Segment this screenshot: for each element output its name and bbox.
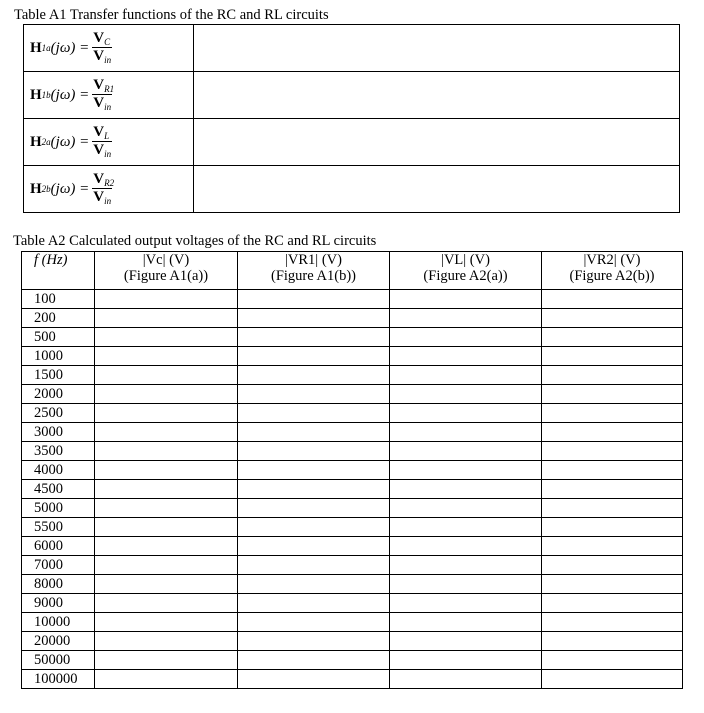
frequency-cell: 1000 <box>22 347 95 366</box>
vc-value-cell[interactable] <box>95 613 238 632</box>
vl-value-cell[interactable] <box>390 442 542 461</box>
vr2-value-cell[interactable] <box>542 404 683 423</box>
vc-value-cell[interactable] <box>95 309 238 328</box>
vr2-value-cell[interactable] <box>542 461 683 480</box>
vl-value-cell[interactable] <box>390 594 542 613</box>
vr1-value-cell[interactable] <box>238 309 390 328</box>
vc-value-cell[interactable] <box>95 347 238 366</box>
frequency-cell: 3500 <box>22 442 95 461</box>
vr2-value-cell[interactable] <box>542 366 683 385</box>
vr1-value-cell[interactable] <box>238 575 390 594</box>
vr2-value-cell[interactable] <box>542 385 683 404</box>
vr2-value-cell[interactable] <box>542 290 683 309</box>
vr1-value-cell[interactable] <box>238 290 390 309</box>
vl-value-cell[interactable] <box>390 347 542 366</box>
table-row <box>22 537 683 556</box>
vl-value-cell[interactable] <box>390 480 542 499</box>
vr1-value-cell[interactable] <box>238 499 390 518</box>
table-row <box>22 328 683 347</box>
header-row <box>22 252 683 290</box>
vr2-value-cell[interactable] <box>542 556 683 575</box>
vr2-value-cell[interactable] <box>542 499 683 518</box>
vl-value-cell[interactable] <box>390 613 542 632</box>
vr2-value-cell[interactable] <box>542 423 683 442</box>
frequency-cell: 2000 <box>22 385 95 404</box>
vr1-value-cell[interactable] <box>238 480 390 499</box>
vr1-value-cell[interactable] <box>238 366 390 385</box>
table-row <box>22 670 683 689</box>
transfer-function-value-cell[interactable] <box>194 166 680 213</box>
transfer-function-value-cell[interactable] <box>194 72 680 119</box>
vr1-value-cell[interactable] <box>238 442 390 461</box>
vc-value-cell[interactable] <box>95 290 238 309</box>
frequency-cell: 20000 <box>22 632 95 651</box>
vr2-value-cell[interactable] <box>542 613 683 632</box>
table-row <box>22 556 683 575</box>
transfer-function-value-cell[interactable] <box>194 119 680 166</box>
frequency-cell: 10000 <box>22 613 95 632</box>
vc-value-cell[interactable] <box>95 556 238 575</box>
vr2-value-cell[interactable] <box>542 594 683 613</box>
vr1-value-cell[interactable] <box>238 651 390 670</box>
table-row <box>22 385 683 404</box>
header-vr1: |VR1| (V) (Figure A1(b)) <box>238 252 390 290</box>
transfer-function-formula: H 1b (jω) = $\frac{V_{R1}}{V_{in}}$ <box>24 72 194 119</box>
header-vl: |VL| (V) (Figure A2(a)) <box>390 252 542 290</box>
transfer-function-row <box>24 25 680 72</box>
vc-value-cell[interactable] <box>95 423 238 442</box>
vl-value-cell[interactable] <box>390 537 542 556</box>
vc-value-cell[interactable] <box>95 385 238 404</box>
transfer-function-value-cell[interactable] <box>194 25 680 72</box>
vc-value-cell[interactable] <box>95 442 238 461</box>
table-a1-caption: Table A1 Transfer functions of the RC and RL circuits <box>14 7 329 23</box>
header-vc: |Vc| (V) (Figure A1(a)) <box>95 252 238 290</box>
table-row <box>22 404 683 423</box>
table-row <box>22 575 683 594</box>
frequency-cell: 5500 <box>22 518 95 537</box>
frequency-cell: 2500 <box>22 404 95 423</box>
vc-value-cell[interactable] <box>95 670 238 689</box>
vc-value-cell[interactable] <box>95 499 238 518</box>
vr1-value-cell[interactable] <box>238 537 390 556</box>
frequency-cell: 7000 <box>22 556 95 575</box>
vl-value-cell[interactable] <box>390 632 542 651</box>
vl-value-cell[interactable] <box>390 290 542 309</box>
frequency-cell: 500 <box>22 328 95 347</box>
table-row <box>22 347 683 366</box>
vc-value-cell[interactable] <box>95 651 238 670</box>
table-row <box>22 290 683 309</box>
vl-value-cell[interactable] <box>390 518 542 537</box>
vc-value-cell[interactable] <box>95 328 238 347</box>
vr1-value-cell[interactable] <box>238 328 390 347</box>
vc-value-cell[interactable] <box>95 537 238 556</box>
vl-value-cell[interactable] <box>390 556 542 575</box>
vr1-value-cell[interactable] <box>238 594 390 613</box>
vr1-value-cell[interactable] <box>238 385 390 404</box>
vr1-value-cell[interactable] <box>238 632 390 651</box>
vr1-value-cell[interactable] <box>238 556 390 575</box>
vl-value-cell[interactable] <box>390 404 542 423</box>
transfer-function-formula: H 1a (jω) = $\frac{V_C}{V_{in}}$ <box>24 25 194 72</box>
output-voltage-table <box>21 251 683 689</box>
vc-value-cell[interactable] <box>95 594 238 613</box>
frequency-cell: 4500 <box>22 480 95 499</box>
transfer-function-formula: H 2b (jω) = $\frac{V_{R2}}{V_{in}}$ <box>24 166 194 213</box>
frequency-cell: 100000 <box>22 670 95 689</box>
table-row <box>22 366 683 385</box>
table-row <box>22 632 683 651</box>
frequency-cell: 8000 <box>22 575 95 594</box>
frequency-cell: 100 <box>22 290 95 309</box>
vr1-value-cell[interactable] <box>238 404 390 423</box>
vr2-value-cell[interactable] <box>542 632 683 651</box>
vr2-value-cell[interactable] <box>542 518 683 537</box>
vr2-value-cell[interactable] <box>542 575 683 594</box>
vr2-value-cell[interactable] <box>542 670 683 689</box>
vr1-value-cell[interactable] <box>238 347 390 366</box>
frequency-cell: 3000 <box>22 423 95 442</box>
transfer-function-formula: H 2a (jω) = $\frac{V_L}{V_{in}}$ <box>24 119 194 166</box>
vl-value-cell[interactable] <box>390 385 542 404</box>
frequency-cell: 1500 <box>22 366 95 385</box>
vl-value-cell[interactable] <box>390 366 542 385</box>
frequency-cell: 4000 <box>22 461 95 480</box>
vl-value-cell[interactable] <box>390 309 542 328</box>
vl-value-cell[interactable] <box>390 423 542 442</box>
vr2-value-cell[interactable] <box>542 480 683 499</box>
vr1-value-cell[interactable] <box>238 461 390 480</box>
vr1-value-cell[interactable] <box>238 423 390 442</box>
vr1-value-cell[interactable] <box>238 670 390 689</box>
vc-value-cell[interactable] <box>95 575 238 594</box>
vc-value-cell[interactable] <box>95 461 238 480</box>
transfer-function-row <box>24 72 680 119</box>
vc-value-cell[interactable] <box>95 366 238 385</box>
vr2-value-cell[interactable] <box>542 537 683 556</box>
vr2-value-cell[interactable] <box>542 309 683 328</box>
table-row <box>22 423 683 442</box>
vr2-value-cell[interactable] <box>542 442 683 461</box>
table-row <box>22 480 683 499</box>
vr2-value-cell[interactable] <box>542 651 683 670</box>
table-row <box>22 499 683 518</box>
header-frequency: f (Hz) <box>22 252 95 290</box>
table-row <box>22 309 683 328</box>
vl-value-cell[interactable] <box>390 499 542 518</box>
transfer-function-row <box>24 166 680 213</box>
vl-value-cell[interactable] <box>390 651 542 670</box>
vl-value-cell[interactable] <box>390 328 542 347</box>
table-row <box>22 518 683 537</box>
frequency-cell: 200 <box>22 309 95 328</box>
frequency-cell: 50000 <box>22 651 95 670</box>
vc-value-cell[interactable] <box>95 480 238 499</box>
table-row <box>22 461 683 480</box>
vr1-value-cell[interactable] <box>238 613 390 632</box>
table-row <box>22 613 683 632</box>
vc-value-cell[interactable] <box>95 518 238 537</box>
vl-value-cell[interactable] <box>390 670 542 689</box>
transfer-function-row <box>24 119 680 166</box>
table-a2-caption: Table A2 Calculated output voltages of the RC and RL circuits <box>13 233 377 249</box>
table-row <box>22 594 683 613</box>
vr2-value-cell[interactable] <box>542 328 683 347</box>
vl-value-cell[interactable] <box>390 575 542 594</box>
header-vr2: |VR2| (V) (Figure A2(b)) <box>542 252 683 290</box>
transfer-function-table <box>23 24 680 213</box>
frequency-cell: 5000 <box>22 499 95 518</box>
frequency-cell: 9000 <box>22 594 95 613</box>
vc-value-cell[interactable] <box>95 632 238 651</box>
vl-value-cell[interactable] <box>390 461 542 480</box>
vr2-value-cell[interactable] <box>542 347 683 366</box>
frequency-cell: 6000 <box>22 537 95 556</box>
vc-value-cell[interactable] <box>95 404 238 423</box>
table-row <box>22 651 683 670</box>
vr1-value-cell[interactable] <box>238 518 390 537</box>
table-row <box>22 442 683 461</box>
